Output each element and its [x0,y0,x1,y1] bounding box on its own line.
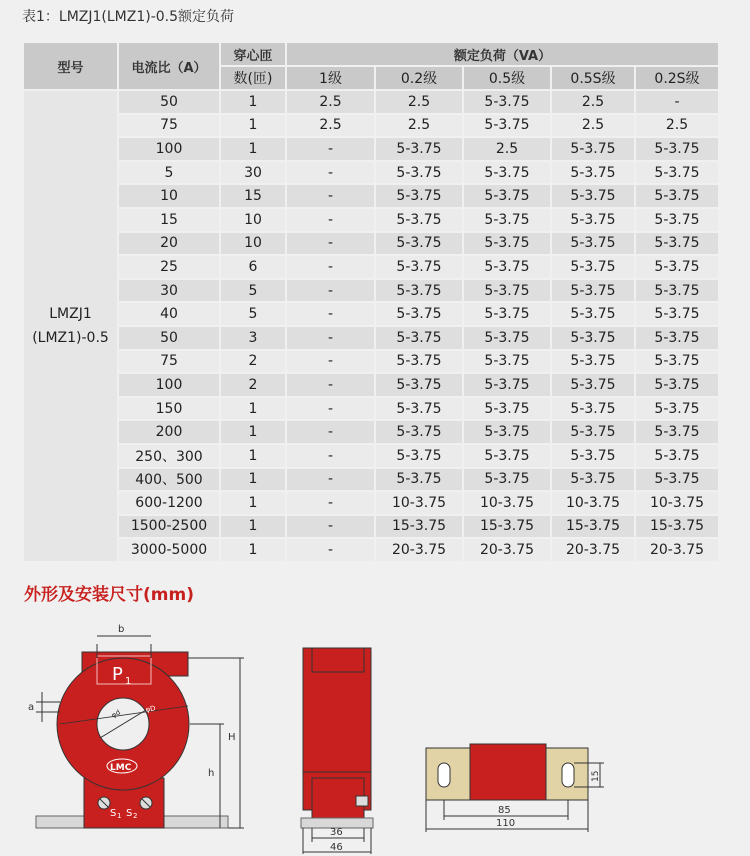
table-cell: - [287,539,374,561]
side-view [301,648,373,854]
table-cell: 5-3.75 [636,445,718,467]
table-cell: - [636,91,718,113]
model-line-2: (LMZ1)-0.5 [32,329,109,346]
table-cell: - [287,303,374,325]
table-row [24,209,718,231]
table-cell: 1 [221,516,285,538]
table-cell: 5-3.75 [464,209,550,231]
table-row [24,516,718,538]
side-screw [356,796,368,806]
table-cell: 40 [119,303,219,325]
table-cell: 1 [221,398,285,420]
table-cell: 10-3.75 [376,492,462,514]
table-cell: 25 [119,256,219,278]
table-cell: - [287,351,374,373]
header-turns: 穿心匝 [221,43,285,65]
table-cell: - [287,162,374,184]
header-model: 型号 [24,43,117,89]
front-view [28,624,244,828]
header-class-0-2: 0.2级 [376,67,462,89]
table-cell: 250、300 [119,445,219,467]
table-cell: 5-3.75 [552,256,634,278]
table-cell: - [287,421,374,443]
table-cell: 50 [119,91,219,113]
table-cell: 5-3.75 [464,185,550,207]
table-row [24,233,718,255]
table-row [24,115,718,137]
table-cell: 20-3.75 [552,539,634,561]
table-cell: 15 [119,209,219,231]
table-cell: 2.5 [552,91,634,113]
table-cell: 20-3.75 [464,539,550,561]
dim-a-label: a [28,702,35,713]
logo-text: LMC [110,763,132,773]
header-class-1: 1级 [287,67,374,89]
table-cell: 5-3.75 [464,233,550,255]
table-cell: 5-3.75 [376,351,462,373]
p1-label: P [112,664,123,685]
table-row [24,351,718,373]
table-cell: 1 [221,421,285,443]
table-cell: 3000-5000 [119,539,219,561]
table-cell: 5-3.75 [464,162,550,184]
table-cell: - [287,374,374,396]
table-cell: 5-3.75 [376,469,462,491]
table-row [24,492,718,514]
table-cell: 5-3.75 [464,374,550,396]
table-cell: 5-3.75 [552,185,634,207]
section-title: 外形及安装尺寸(mm) [24,585,194,605]
table-cell: 100 [119,374,219,396]
table-cell: 150 [119,398,219,420]
table-cell: 5-3.75 [636,162,718,184]
table-cell: 10-3.75 [464,492,550,514]
table-cell: 5-3.75 [376,162,462,184]
table-cell: 15-3.75 [464,516,550,538]
table-cell: 30 [221,162,285,184]
table-cell: 2.5 [552,115,634,137]
table-cell: 5-3.75 [552,303,634,325]
table-cell: 5-3.75 [552,138,634,160]
table-cell: 5-3.75 [636,209,718,231]
table-cell: 5-3.75 [376,138,462,160]
table-cell: 5-3.75 [464,351,550,373]
table-cell: 5-3.75 [552,280,634,302]
label-s1: S [110,808,117,819]
header-rated-load: 额定负荷（VA） [287,43,718,65]
table-cell: 5-3.75 [636,469,718,491]
header-current-ratio: 电流比（A） [119,43,219,89]
outline-dimension-drawing [0,600,750,856]
table-row [24,374,718,396]
busbar-view [426,744,604,832]
table-cell: 5-3.75 [552,374,634,396]
dim-36-label: 36 [330,827,343,838]
table-row [24,469,718,491]
table-cell: 1 [221,492,285,514]
table-cell: 5-3.75 [376,233,462,255]
table-cell: - [287,469,374,491]
table-row [24,445,718,467]
table-cell: 2.5 [464,138,550,160]
table-cell: 5 [119,162,219,184]
table-cell: 10 [221,233,285,255]
table-cell: 5-3.75 [636,421,718,443]
table-cell: 5-3.75 [464,469,550,491]
dim-15-label: 15 [591,770,601,782]
table-cell: 2.5 [287,115,374,137]
table-cell: - [287,492,374,514]
table-cell: 5-3.75 [376,374,462,396]
table-cell: 15-3.75 [552,516,634,538]
table-cell: 5-3.75 [464,445,550,467]
table-cell: - [287,280,374,302]
busbar-body [470,744,546,800]
table-cell: 5-3.75 [376,327,462,349]
table-row [24,185,718,207]
table-cell: 10-3.75 [636,492,718,514]
table-cell: 10 [221,209,285,231]
table-cell: 1 [221,91,285,113]
busbar-slot-left [438,763,450,787]
table-cell: 5-3.75 [636,280,718,302]
label-d: φd [110,708,122,720]
header-class-0-5s: 0.5S级 [552,67,634,89]
table-cell: 3 [221,327,285,349]
dim-85-label: 85 [498,805,511,816]
table-cell: 5 [221,303,285,325]
table-cell: 30 [119,280,219,302]
table-cell: 15 [221,185,285,207]
table-cell: 5-3.75 [636,374,718,396]
header-class-0-2s: 0.2S级 [636,67,718,89]
table-cell: - [287,516,374,538]
table-cell: 5-3.75 [376,256,462,278]
table-row [24,327,718,349]
table-cell: 5-3.75 [636,303,718,325]
table-cell: 75 [119,351,219,373]
table-row [24,421,718,443]
table-cell: 5-3.75 [464,91,550,113]
table-cell: 5-3.75 [552,233,634,255]
table-row [24,280,718,302]
table-cell: 5-3.75 [636,327,718,349]
table-cell: - [287,209,374,231]
table-row [24,303,718,325]
table-cell: 5-3.75 [636,351,718,373]
dim-b-label: b [118,624,125,635]
table-row [24,256,718,278]
table-cell: 5 [221,280,285,302]
table-cell: 1 [221,445,285,467]
table-cell: 5-3.75 [552,469,634,491]
table-cell: 2.5 [636,115,718,137]
table-cell: 200 [119,421,219,443]
table-cell: 20 [119,233,219,255]
table-cell: 5-3.75 [464,115,550,137]
table-cell: 5-3.75 [376,209,462,231]
table-cell: 75 [119,115,219,137]
table-cell: 50 [119,327,219,349]
table-cell: 1 [221,138,285,160]
table-cell: 5-3.75 [376,185,462,207]
table-cell: 2 [221,374,285,396]
table-cell: 100 [119,138,219,160]
table-cell: 5-3.75 [376,398,462,420]
table-row [24,398,718,420]
table-row [24,162,718,184]
table-cell: 10-3.75 [552,492,634,514]
table-cell: 5-3.75 [376,445,462,467]
table-cell: 1 [221,115,285,137]
table-cell: 15-3.75 [636,516,718,538]
p1-label-sub: 1 [125,676,132,687]
table-cell: 5-3.75 [464,280,550,302]
table-cell: - [287,327,374,349]
table-cell: 5-3.75 [552,398,634,420]
table-body [24,91,718,561]
table-cell: 5-3.75 [376,280,462,302]
table-row [24,539,718,561]
table-caption: 表1：LMZJ1(LMZ1)-0.5额定负荷 [22,9,235,25]
table-row [24,138,718,160]
table-cell: 20-3.75 [636,539,718,561]
table-cell: 5-3.75 [464,327,550,349]
table-cell: - [287,445,374,467]
table-cell: 2 [221,351,285,373]
table-cell: 5-3.75 [636,398,718,420]
dim-46-label: 46 [330,842,343,853]
table-cell: - [287,233,374,255]
table-cell: 15-3.75 [376,516,462,538]
table-cell: 5-3.75 [636,185,718,207]
table-cell: 5-3.75 [636,233,718,255]
table-cell: 1 [221,469,285,491]
dim-H-label: H [228,732,236,743]
table-cell: 1 [221,539,285,561]
table-cell: 5-3.75 [376,303,462,325]
table-cell: 2.5 [287,91,374,113]
table-cell: - [287,138,374,160]
label-s2-sub: 2 [133,812,138,820]
table-cell: 600-1200 [119,492,219,514]
table-cell: 5-3.75 [464,421,550,443]
table-cell: 2.5 [376,115,462,137]
rated-load-table [22,41,720,563]
table-cell: 1500-2500 [119,516,219,538]
table-cell: - [287,185,374,207]
table-cell: 2.5 [376,91,462,113]
table-cell: 5-3.75 [552,351,634,373]
side-top-cap [312,648,364,672]
table-cell: 5-3.75 [464,398,550,420]
table-cell: 5-3.75 [636,138,718,160]
table-cell: 5-3.75 [464,256,550,278]
table-row [24,91,718,113]
table-cell: 5-3.75 [464,303,550,325]
label-s1-sub: 1 [117,812,122,820]
header-turns-2: 数(匝) [221,67,285,89]
table-cell: 5-3.75 [552,162,634,184]
table-cell: 6 [221,256,285,278]
table-cell: 5-3.75 [636,256,718,278]
model-line-1: LMZJ1 [49,305,92,322]
table-cell: 20-3.75 [376,539,462,561]
busbar-slot-right [562,763,574,787]
table-cell: 400、500 [119,469,219,491]
dim-110-label: 110 [496,818,516,829]
label-s2: S [126,808,133,819]
table-cell: - [287,398,374,420]
table-cell: 5-3.75 [552,421,634,443]
table-cell: 5-3.75 [552,327,634,349]
label-D: φD [144,704,157,714]
table-cell: 10 [119,185,219,207]
table-cell: 5-3.75 [552,445,634,467]
table-cell: 5-3.75 [376,421,462,443]
table-cell: 5-3.75 [552,209,634,231]
model-cell [24,91,117,561]
table-cell: - [287,256,374,278]
header-class-0-5: 0.5级 [464,67,550,89]
dim-h-label: h [208,768,215,779]
